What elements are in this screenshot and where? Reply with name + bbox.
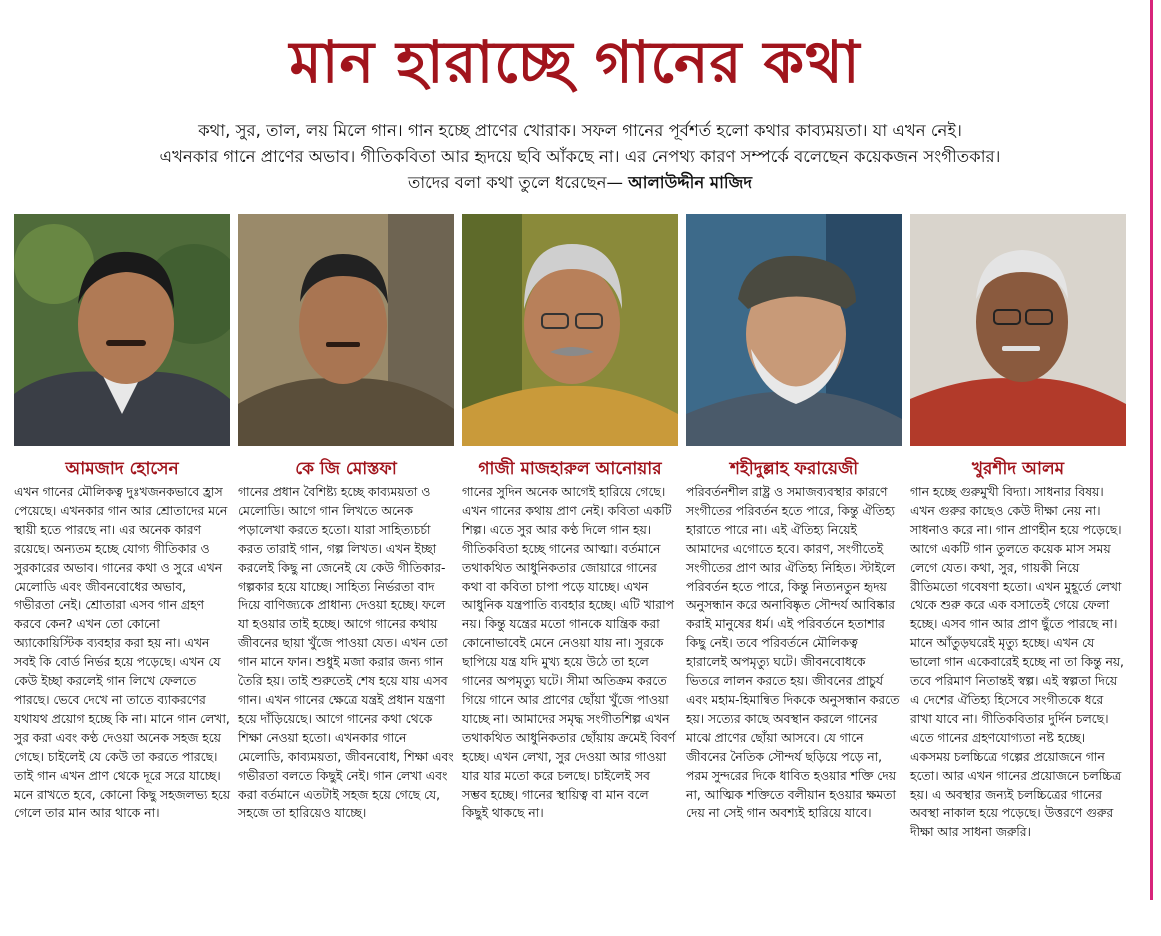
column-4-name: শহীদুল্লাহ ফরায়েজী xyxy=(729,459,859,479)
portrait-image-2 xyxy=(238,214,454,446)
column-1-name: আমজাদ হোসেন xyxy=(65,459,179,479)
column-1 xyxy=(14,456,230,823)
portrait-photo-1 xyxy=(14,214,230,446)
column-2-text: গানের প্রধান বৈশিষ্ট্য হচ্ছে কাব্যময়তা ও মেলোডি। আগে গান লিখতে অনেক পড়ালেখা করতে হতো। যারা সাহিত্যচর্চা করত তারাই গান, গল্প লিখত। এখন ইচ্ছা করলেই কিছু না জেনেই যে কেউ গীতিকার-গল্পকার হয়ে যাচ্ছে। সাহিত্য নির্ভরতা বাদ দিয়ে বাণিজ্যকে প্রাধান্য দেওয়া হচ্ছে। ফলে যা হওয়ার তাই হচ্ছে। আগে গানের কথায় জীবনের ছায়া খুঁজে পাওয়া যেত। এখন তো গান মানে ফান। শুধুই মজা করার জন্য গান তৈরি হয়। তাই শুরুতেই শেষ হয়ে যায় এসব গান। এখন গানের ক্ষেত্রে যন্ত্রই প্রধান যন্ত্রণা হয়ে দাঁড়িয়েছে। আগে গানের কথা থেকে শিক্ষা নেওয়া হতো। এখনকার গানে মেলোডি, কাব্যময়তা, জীবনবোধ, শিক্ষা এবং গভীরতা বলতে কিছুই নেই। গান লেখা এবং করা বর্তমানে এতটাই সহজ হয়ে গেছে যে, সহজে তা হারিয়েও যাচ্ছে। xyxy=(238,485,454,821)
intro-line-1: কথা, সুর, তাল, লয় মিলে গান। গান হচ্ছে প্রাণের খোরাক। সফল গানের পূর্বশর্ত হলো কথার কাব্যময়তা। যা এখন নেই। xyxy=(198,121,962,140)
portrait-photo-2 xyxy=(238,214,454,446)
portrait-image-4 xyxy=(686,214,902,446)
intro-line-3 xyxy=(10,170,1150,196)
column-1-text: এখন গানের মৌলিকত্ব দুঃখজনকভাবে হ্রাস পেয়েছে। এখনকার গান আর শ্রোতাদের মনে স্থায়ী হতে পারছে না। এর অনেক কারণ রয়েছে। অন্যতম হচ্ছে যোগ্য গীতিকার ও সুরকারের অভাব। গানের কথা ও সুরে এখন মেলোডি এবং জীবনবোধের অভাব, গভীরতা নেই। শ্রোতারা এসব গান গ্রহণ করবে কেন? এখন তো কোনো অ্যাকোয়িস্টিক ব্যবহার করা হয় না। এখন সবই কি বোর্ড নির্ভর হয়ে পড়েছে। এখন যে কেউ ইচ্ছা করলেই গান লিখে ফেলতে পারছে। ভেবে দেখে না তাতে ব্যাকরণের যথাযথ প্রয়োগ হচ্ছে কি না। মানে গান লেখা, সুর করা এবং কণ্ঠ দেওয়া অনেক সহজ হয়ে গেছে। চাইলেই যে কেউ তা করতে পারছে। তাই গান এখন প্রাণ থেকে দূরে সরে যাচ্ছে। মনে রাখতে হবে, কোনো কিছু সহজলভ্য হয়ে গেলে তার মান আর থাকে না। xyxy=(14,485,230,821)
portrait-photo-4 xyxy=(686,214,902,446)
intro-line-3-text: তাদের বলা কথা তুলে ধরেছেন— xyxy=(407,173,623,192)
column-3-text: গানের সুদিন অনেক আগেই হারিয়ে গেছে। এখন গানের কথায় প্রাণ নেই। কবিতা একটি শিল্প। এতে সুর আর কণ্ঠ দিলে গান হয়। গীতিকবিতা হচ্ছে গানের আত্মা। বর্তমানে তথাকথিত আধুনিকতার জোয়ারে গানের কথা বা কবিতা চাপা পড়ে যাচ্ছে। এখন আধুনিক যন্ত্রপাতি ব্যবহার হচ্ছে। এটি খারাপ নয়। কিন্তু যন্ত্রের মতো গানকে যান্ত্রিক করা কোনোভাবেই মেনে নেওয়া যায় না। সুরকে ছাপিয়ে যন্ত্র যদি মুখ্য হয়ে উঠে তা হলে গানের অপমৃত্যু ঘটে। সীমা অতিক্রম করতে গিয়ে গানে আর প্রাণের ছোঁয়া খুঁজে পাওয়া যাচ্ছে না। আমাদের সমৃদ্ধ সংগীতশিল্প এখন তথাকথিত আধুনিকতার ছোঁয়ায় ক্রমেই বিবর্ণ হচ্ছে। এখন লেখা, সুর দেওয়া আর গাওয়া যার যার মতো করে চলছে। চাইলেই সব সম্ভব হচ্ছে। গানের স্থায়িত্ব বা মান বলে কিছুই থাকছে না। xyxy=(462,485,676,821)
column-3 xyxy=(462,456,678,823)
intro-line-2: এখনকার গানে প্রাণের অভাব। গীতিকবিতা আর হৃদয়ে ছবি আঁকছে না। এর নেপথ্য কারণ সম্পর্কে বলেছেন কয়েকজন সংগীতকার। xyxy=(159,147,1001,166)
portrait-photo-5 xyxy=(910,214,1126,446)
portrait-image-3 xyxy=(462,214,678,446)
intro-paragraph xyxy=(10,118,1150,196)
portrait-image-1 xyxy=(14,214,230,446)
column-4-text: পরিবর্তনশীল রাষ্ট্র ও সমাজব্যবস্থার কারণে সংগীতের পরিবর্তন হতে পারে, কিন্তু ঐতিহ্য হারাতে পারে না। এই ঐতিহ্য নিয়েই আমাদের এগোতে হবে। কারণ, সংগীতেই সংগীতের প্রাণ আর ঐতিহ্য নিহিত। স্টাইলে পরিবর্তন হতে পারে, কিন্তু নিত্যনতুন হৃদয় অনুসন্ধান করে অনাবিষ্কৃত সৌন্দর্য আবিষ্কার করাই মানুষের ধর্ম। এই পরিবর্তনে হতাশার কিছু নেই। তবে পরিবর্তনে মৌলিকত্ব হারালেই অপমৃত্যু ঘটে। জীবনবোধকে ভিতরে লালন করতে হয়। জীবনের প্রাচুর্য এবং মহাম-হিমান্বিত দিককে অনুসন্ধান করতে হয়। সত্যের কাছে অবস্থান করলে গানের মাঝে প্রাণের ছোঁয়া আসবে। যে গানে জীবনের নৈতিক সৌন্দর্য ছড়িয়ে পড়ে না, পরম সুন্দরের দিকে ধাবিত হওয়ার শক্তি দেয় না, আত্মিক শক্তিতে বলীয়ান হওয়ার ক্ষমতা দেয় না সেই গান অবশ্যই হারিয়ে যাবে। xyxy=(686,485,900,821)
column-2-name: কে জি মোস্তফা xyxy=(295,459,397,479)
portrait-photo-3 xyxy=(462,214,678,446)
headline: মান হারাচ্ছে গানের কথা xyxy=(289,28,861,96)
author-name: আলাউদ্দীন মাজিদ xyxy=(628,173,753,192)
column-5 xyxy=(910,456,1126,842)
accent-rule xyxy=(1150,0,1153,900)
column-4 xyxy=(686,456,902,823)
portrait-image-5 xyxy=(910,214,1126,446)
column-5-name: খুরশীদ আলম xyxy=(971,459,1065,479)
column-3-name: গাজী মাজহারুল আনোয়ার xyxy=(478,459,662,479)
column-5-text: গান হচ্ছে গুরুমুখী বিদ্যা। সাধনার বিষয়। এখন গুরুর কাছেও কেউ দীক্ষা নেয় না। সাধনাও করে না। গান প্রাণহীন হয়ে পড়েছে। আগে একটি গান তুলতে কয়েক মাস সময় লেগে যেত। কথা, সুর, গায়কী নিয়ে রীতিমতো গবেষণা হতো। এখন মুহূর্তে লেখা থেকে শুরু করে এক বসাতেই গেয়ে ফেলা হচ্ছে। এসব গান আর প্রাণ ছুঁতে পারছে না। মানে আঁতুড়ঘরেই মৃত্যু হচ্ছে। এখন যে ভালো গান একেবারেই হচ্ছে না তা কিন্তু নয়, তবে পরিমাণ নিতান্তই স্বল্প। এই স্বল্পতা দিয়ে এ দেশের ঐতিহ্য হিসেবে সংগীতকে ধরে রাখা যাবে না। গীতিকবিতার দুর্দিন চলছে। এতে গানের গ্রহণযোগ্যতা নষ্ট হচ্ছে। একসময় চলচ্চিত্রে গল্পের প্রয়োজনে গান হতো। আর এখন গানের প্রয়োজনে চলচ্চিত্র হয়। এ অবস্থার জন্যই চলচ্চিত্রের গানের অবস্থা নাকাল হয়ে পড়েছে। উত্তরণে গুরুর দীক্ষা আর সাধনা জরুরি। xyxy=(910,485,1124,840)
column-2 xyxy=(238,456,454,823)
